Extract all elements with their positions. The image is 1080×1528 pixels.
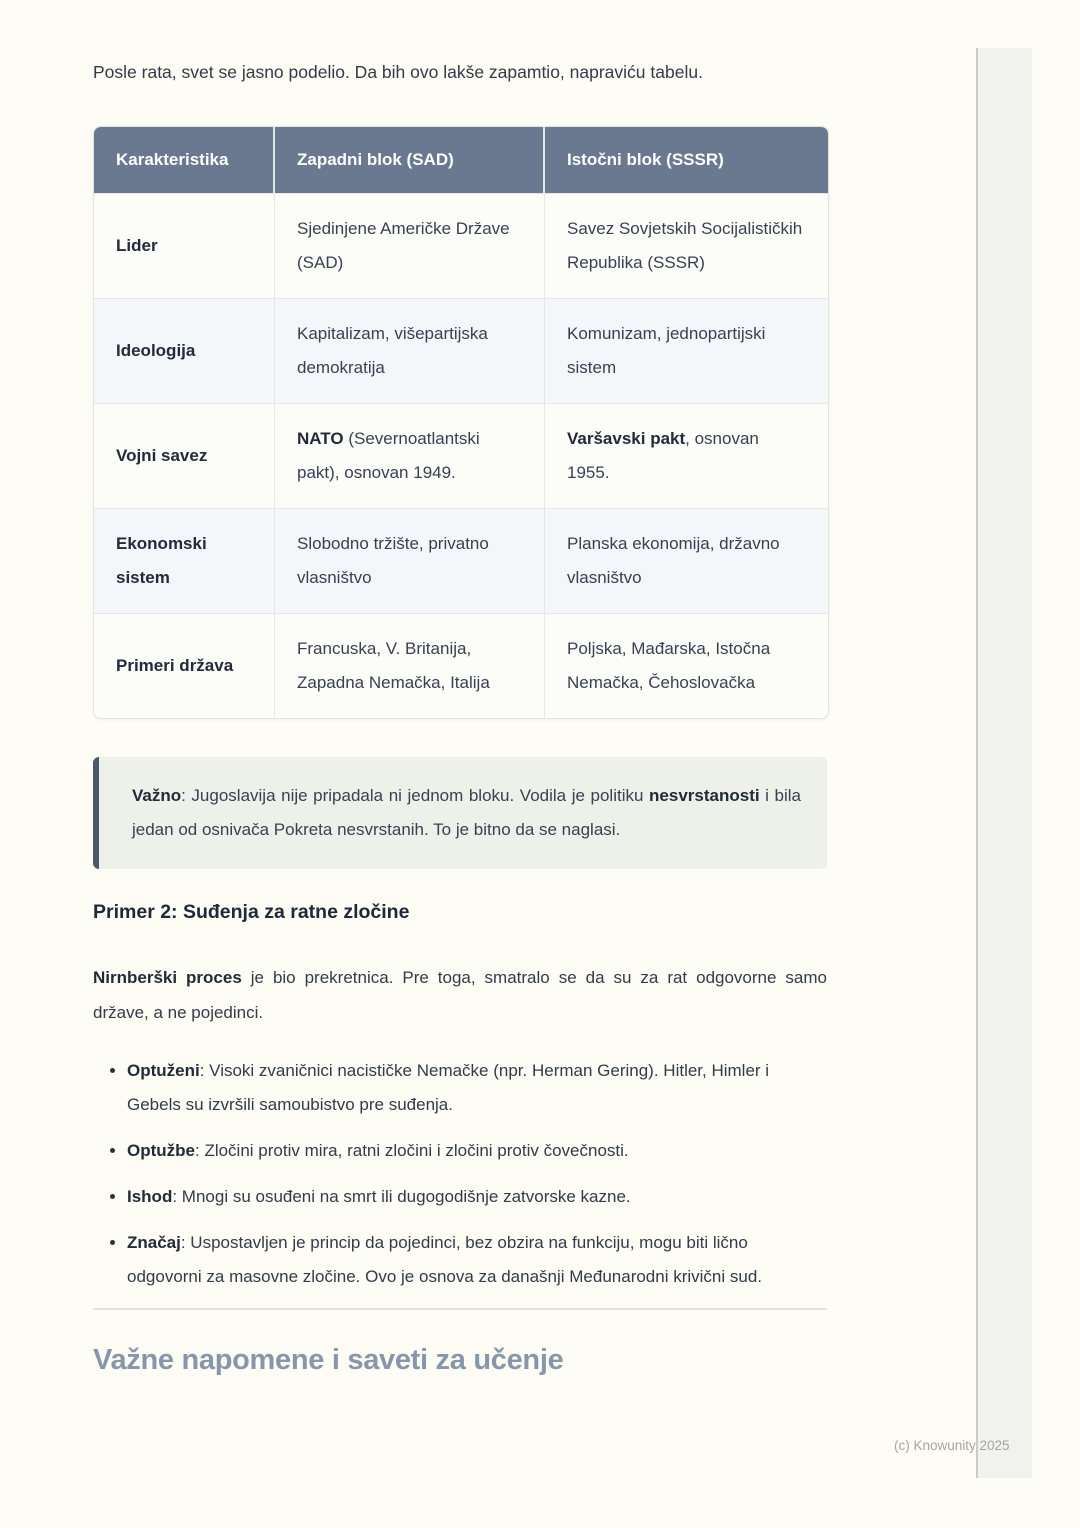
table-cell (545, 298, 828, 403)
row-label: Lider (94, 193, 275, 298)
page-edge-strip (976, 48, 1032, 1478)
bullet-list (93, 1054, 827, 1294)
table-row-primeri-drzava (94, 613, 828, 718)
lead-text: je bio prekretnica. Pre toga, smatralo se da su za rat odgovorne samo države, a ne pojedinci. (93, 968, 827, 1022)
table-row-vojni-savez (94, 403, 828, 508)
intro-paragraph: Posle rata, svet se jasno podelio. Da bih ovo lakše zapamtio, napraviću tabelu. (93, 62, 703, 82)
important-callout (93, 757, 827, 869)
list-item-text: : Uspostavljen je princip da pojedinci, bez obzira na funkciju, mogu biti lično odgovorni za masovne zločine. Ovo je osnova za današnji Međunarodni krivični sud. (127, 1233, 763, 1286)
cell-text: Sjedinjene Američke Države (SAD) (297, 219, 510, 272)
cell-text: Francuska, V. Britanija, Zapadna Nemačka, Italija (297, 639, 490, 692)
table-cell (545, 403, 828, 508)
watermark: (c) Knowunity 2025 (894, 1438, 1010, 1453)
cell-text: Planska ekonomija, državno vlasništvo (567, 534, 780, 587)
table-row-ekonomski-sistem (94, 508, 828, 613)
row-label: Ideologija (94, 298, 275, 403)
table-cell (545, 193, 828, 298)
table-cell (275, 508, 545, 613)
callout-text (132, 779, 801, 847)
callout-text-part: i bila jedan od osnivača Pokreta nesvrstanih. To je bitno da se naglasi. (132, 786, 801, 839)
cell-text: Savez Sovjetskih Socijalističkih Republika (SSSR) (567, 219, 803, 272)
table-header-cell-zapadni-blok: Zapadni blok (SAD) (275, 127, 545, 193)
list-item-term: Optuženi (127, 1061, 200, 1080)
callout-text-part: : Jugoslavija nije pripadala ni jednom bloku. Vodila je politiku (181, 786, 650, 805)
table-cell (545, 613, 828, 718)
row-label: Vojni savez (94, 403, 275, 508)
list-item-text: : Mnogi su osuđeni na smrt ili dugogodišnje zatvorske kazne. (172, 1187, 631, 1206)
table-header-row (94, 127, 828, 193)
row-label: Ekonomski sistem (94, 508, 275, 613)
cell-text: , osnovan 1955. (567, 429, 759, 482)
table-header-cell-istocni-blok: Istočni blok (SSSR) (545, 127, 828, 193)
cell-text: Komunizam, jednopartijski sistem (567, 324, 766, 377)
list-item-text: : Visoki zvaničnici nacističke Nemačke (npr. Herman Gering). Hitler, Himler i Gebels su izvršili samoubistvo pre suđenja. (127, 1061, 770, 1114)
table-cell (275, 613, 545, 718)
list-item-text: : Zločini protiv mira, ratni zločini i zločini protiv čovečnosti. (195, 1141, 629, 1160)
cell-text: Poljska, Mađarska, Istočna Nemačka, Čehoslovačka (567, 639, 771, 692)
cell-bold-text: Varšavski pakt (567, 429, 686, 448)
table-header-cell-karakteristika: Karakteristika (94, 127, 275, 193)
cell-text: Kapitalizam, višepartijska demokratija (297, 324, 488, 377)
section-divider (93, 1308, 827, 1310)
cell-text: Slobodno tržište, privatno vlasništvo (297, 534, 489, 587)
lead-bold-text: Nirnberški proces (93, 968, 242, 987)
page-content (93, 0, 827, 1377)
list-item-term: Optužbe (127, 1141, 195, 1160)
list-item-znacaj (127, 1226, 827, 1294)
list-item-term: Značaj (127, 1233, 181, 1252)
list-item-optuzeni (127, 1054, 827, 1122)
table-cell (275, 403, 545, 508)
table-cell (275, 193, 545, 298)
table-row-ideologija (94, 298, 828, 403)
table-cell (545, 508, 828, 613)
footer-heading: Važne napomene i saveti za učenje (93, 1344, 564, 1376)
list-item-term: Ishod (127, 1187, 173, 1206)
cell-bold-text: NATO (297, 429, 344, 448)
table-row-lider (94, 193, 828, 298)
list-item-ishod (127, 1180, 827, 1214)
callout-bold-vazno: Važno (132, 786, 182, 805)
callout-bold-nesvrstanosti: nesvrstanosti (649, 786, 760, 805)
table-cell (275, 298, 545, 403)
cell-text: (Severnoatlantski pakt), osnovan 1949. (297, 429, 480, 482)
row-label: Primeri država (94, 613, 275, 718)
list-item-optuzbe (127, 1134, 827, 1168)
section-lead-paragraph (93, 960, 827, 1030)
section-heading-primer-2: Primer 2: Suđenja za ratne zločine (93, 901, 410, 923)
comparison-table (93, 126, 829, 719)
